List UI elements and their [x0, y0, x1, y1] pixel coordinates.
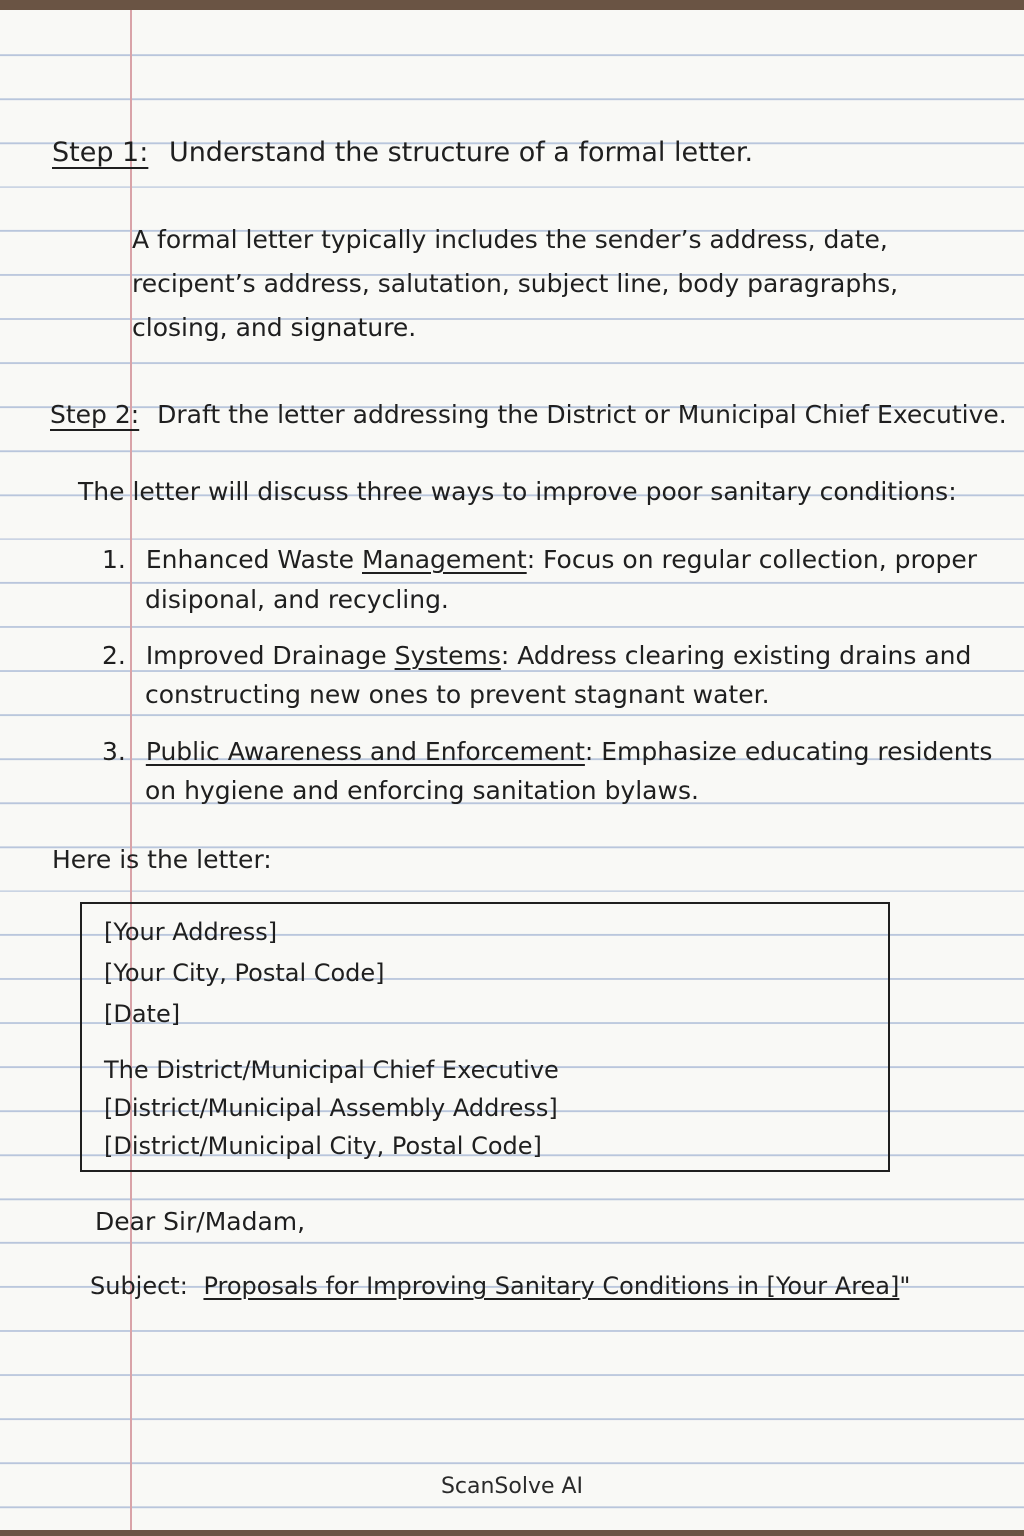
- recipient-title: The District/Municipal Chief Executive: [104, 1056, 559, 1084]
- step1-body-line-3: closing, and signature.: [132, 313, 417, 342]
- item-rest: : Emphasize educating residents: [584, 737, 993, 766]
- item-title-underlined: Public Awareness and Enforcement: [145, 737, 585, 766]
- step2-line: [50, 400, 1007, 430]
- list-item-line2: constructing new ones to prevent stagnant water.: [145, 680, 770, 709]
- item-title-pre: Enhanced Waste: [145, 545, 362, 574]
- step2-intro: The letter will discuss three ways to improve poor sanitary conditions:: [78, 477, 957, 506]
- step1-label: Step 1:: [52, 137, 149, 168]
- subject-text: Proposals for Improving Sanitary Conditions in [Your Area]: [203, 1272, 900, 1300]
- item-number: 3.: [102, 737, 126, 766]
- item-rest: : Address clearing existing drains and: [500, 641, 972, 670]
- item-title-underlined: Management: [362, 545, 527, 574]
- list-item: [102, 737, 992, 767]
- step2-heading: Draft the letter addressing the District or Municipal Chief Executive.: [157, 400, 1007, 429]
- letter-date: [Date]: [104, 1000, 181, 1028]
- step1-line: [52, 137, 753, 169]
- list-item-line2: disiponal, and recycling.: [145, 585, 449, 614]
- subject-label: Subject:: [90, 1272, 188, 1300]
- list-item: [102, 545, 977, 575]
- list-item: [102, 641, 971, 671]
- footer-watermark: ScanSolve AI: [440, 1474, 584, 1499]
- step1-body-line-2: recipent’s address, salutation, subject line, body paragraphs,: [132, 269, 899, 298]
- salutation: Dear Sir/Madam,: [95, 1207, 306, 1236]
- recipient-city: [District/Municipal City, Postal Code]: [104, 1132, 542, 1160]
- item-title-pre: Improved Drainage: [145, 641, 395, 670]
- table-edge-bottom: [0, 1530, 1024, 1536]
- list-item-line2: on hygiene and enforcing sanitation bylaws.: [145, 776, 699, 805]
- table-edge-top: [0, 0, 1024, 10]
- item-number: 2.: [102, 641, 126, 670]
- step2-label: Step 2:: [50, 400, 140, 429]
- sender-address: [Your Address]: [104, 918, 278, 946]
- subject-trail: ": [899, 1272, 911, 1300]
- item-title-underlined: Systems: [394, 641, 501, 670]
- letter-intro: Here is the letter:: [52, 845, 272, 874]
- sender-city: [Your City, Postal Code]: [104, 959, 385, 987]
- item-number: 1.: [102, 545, 126, 574]
- item-rest: : Focus on regular collection, proper: [526, 545, 978, 574]
- recipient-address: [District/Municipal Assembly Address]: [104, 1094, 558, 1122]
- step1-body-line-1: A formal letter typically includes the sender’s address, date,: [132, 225, 888, 254]
- step1-heading: Understand the structure of a formal letter.: [168, 137, 754, 168]
- letter-address-box: [80, 902, 890, 1172]
- subject-line: [90, 1272, 910, 1301]
